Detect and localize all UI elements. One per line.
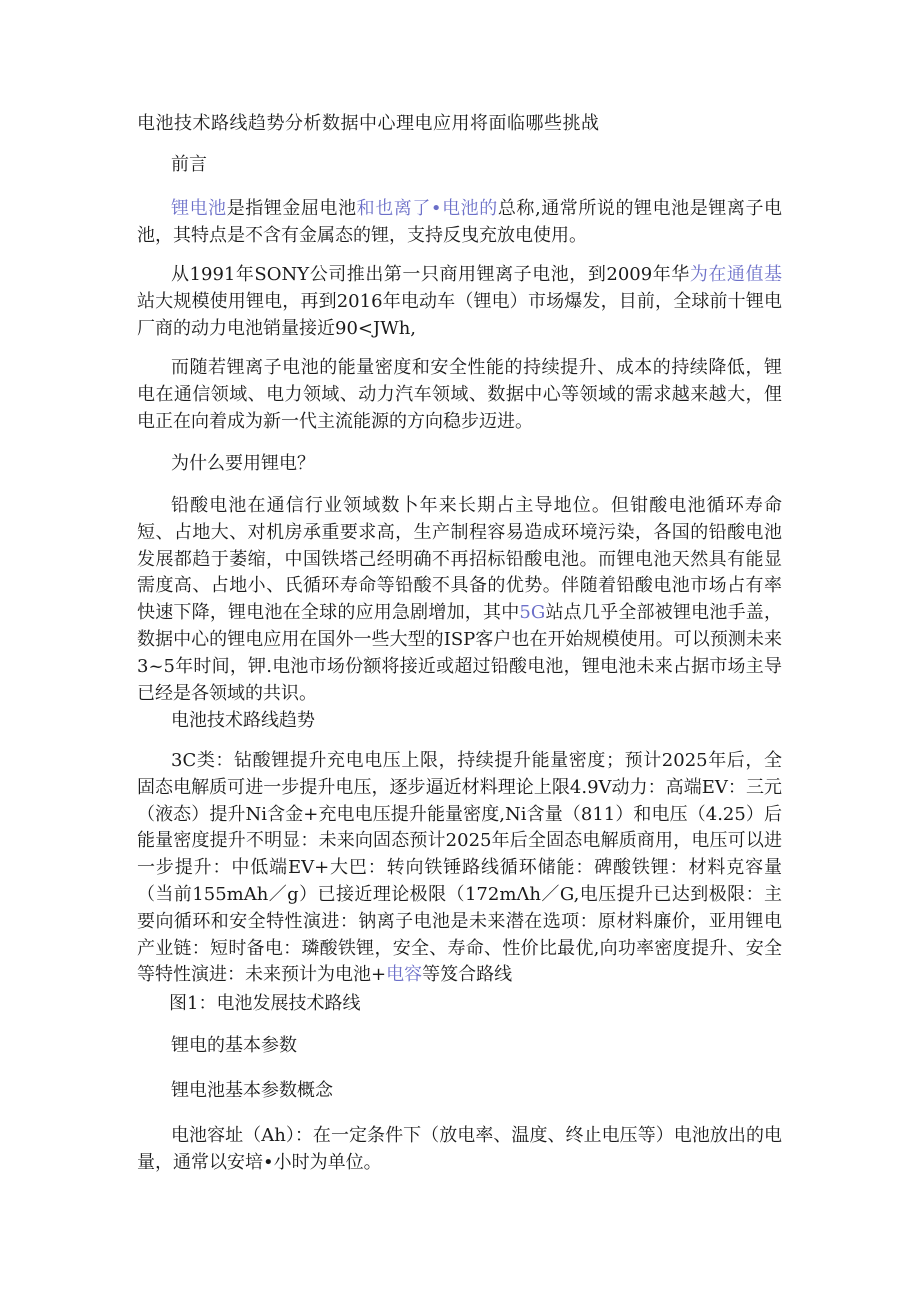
- paragraph-capacity-definition: 电池容址（Ah）：在一定条件下（放电率、温度、终止电压等）电池放出的电量，通常以安培•小时为单位。: [137, 1125, 782, 1173]
- paragraph-text: 总称,通常所说的锂电池是锂离子电池，其特点是不含有金属态的锂，支持反曳充放电使用。: [137, 198, 783, 246]
- paragraph-technology-details: [137, 748, 782, 989]
- paragraph-text: 是指锂金屈电池: [226, 198, 357, 219]
- link-telecom-base[interactable]: 为在通值基: [689, 264, 782, 285]
- paragraph-text: 铅酸电池在通信行业领域数卜年来长期占主导地位。但钳酸电池循环寿命短、占地大、对机房承重要求高，生产制程容易造成环境污染，各国的铅酸电池发展都趋于萎缩，中国铁塔己经明确不再招标铅酸电池。而锂电池天然具有能显需度高、占地小、氏循环寿命等铅酸不具备的优势。伴随着铅酸电池市场占有率快速下降，锂电池在全球的应用急剧增加，其中: [137, 495, 782, 624]
- figure-caption: 图1：电池发展技术路线: [169, 993, 361, 1014]
- paragraph-history: [137, 262, 782, 342]
- heading-basic-parameters: 锂电的基本参数: [171, 1035, 297, 1056]
- paragraph-intro: [137, 196, 782, 250]
- heading-preface: 前言: [171, 154, 207, 175]
- paragraph-text: 等笈合路线: [422, 964, 513, 986]
- paragraph-text: 从1991年SONY公司推出第一只商用锂离子电池，到2009年华: [171, 264, 690, 285]
- link-lithium-ion-battery[interactable]: 和也离了•电池的: [356, 198, 498, 219]
- paragraph-text: 站点几乎全部被锂电池手盖，数据中心的锂电应用在国外一些大型的ISP客户也在开始规模使用。可以预测未来3~5年时间，钾.电池市场份额将接近或超过铅酸电池，锂电池未来占据市场主导已经是各领域的共识。: [137, 602, 783, 704]
- paragraph-text: 3C类：钻酸锂提升充电电压上限，持续提升能量密度；预计2025年后，全固态电解质可进一步提升电压，逐步逼近材料理论上限4.9V动力：高端EV：三元（液态）提升Ni含金+充电电压提升能量密度,Ni含量（811）和电压（4.25）后能量密度提升不明显：未来向固态预计2025年后全固态电解质商用，电压可以进一步提升：中低端EV+大巴：转向铁锤路线循环储能：碑酸铁锂：材料克容量（当前155mAh／g）已接近理论极限（172mΛh／G,电压提升已达到极限：主要向循环和安全特性演进：钠离子电池是未来潜在选项：原材料廉价，亚用锂电产业链：短时备电：璘酸铁锂，安全、寿命、性价比最优,向功率密度提升、安全等特性演进：未来预计为电池+: [137, 750, 782, 986]
- heading-technology-trend: 电池技术路线趋势: [171, 710, 315, 731]
- link-5g[interactable]: 5G: [519, 602, 546, 624]
- link-capacitor[interactable]: 电容: [386, 964, 423, 986]
- document-title: 电池技术路线趋势分析数据中心理电应用将面临哪些挑战: [137, 113, 600, 134]
- paragraph-text: 站大规模使用锂电，再到2016年电动车（锂电）市场爆发，目前，全球前十锂电厂商的动力电池销量接近90<JWh,: [137, 290, 782, 339]
- paragraph-lead-acid-comparison: [137, 493, 782, 707]
- link-lithium-battery[interactable]: 锂电池: [171, 198, 227, 219]
- paragraph-trend-summary: 而随若锂离子电池的能量密度和安全性能的持续提升、成本的持续降低，锂电在通信领域、电力领域、动力汽车领域、数据中心等领域的需求越来越大，俚电正在向着成为新一代主流能源的方向稳步迈进。: [137, 357, 782, 432]
- heading-why-lithium: 为什么要用锂电？: [171, 453, 315, 474]
- heading-parameter-concepts: 锂电池基本参数概念: [171, 1080, 333, 1101]
